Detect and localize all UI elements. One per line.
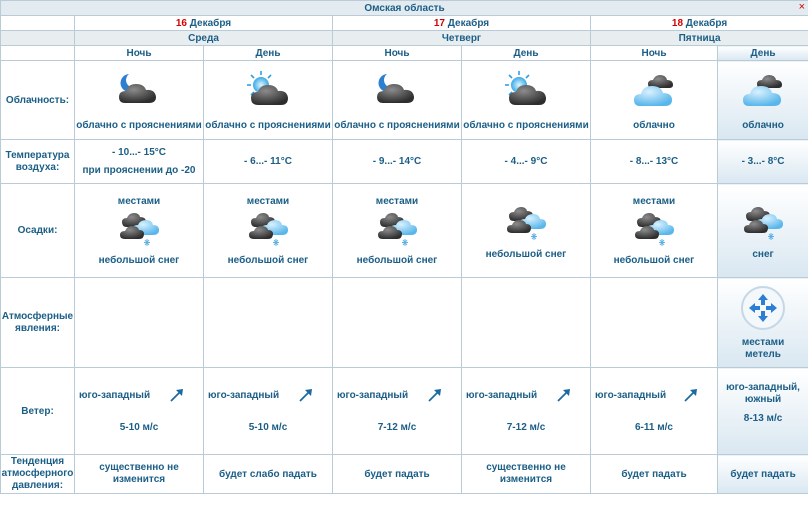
row-label-line: воздуха: (15, 161, 60, 173)
wind-cell (591, 368, 718, 455)
cloud-text: облачно (742, 119, 784, 131)
date-month: Декабря (685, 17, 728, 29)
precip-text: небольшой снег (227, 254, 309, 266)
part-of-day: День (204, 46, 333, 61)
region-title: Омская область (364, 2, 445, 14)
row-label-temperature (1, 140, 75, 184)
wind-arrow-icon (556, 387, 572, 403)
wind-cell (462, 368, 591, 455)
wind-arrow-icon (169, 387, 185, 403)
row-label-line: Тенденция (10, 456, 65, 467)
row-label-pressure (1, 455, 75, 494)
corner-cell (1, 46, 75, 61)
wind-speed: 7-12 м/с (506, 422, 546, 433)
clouds-icon (741, 70, 785, 110)
temp-value: - 6...- 11°C (244, 156, 292, 167)
part-of-day: Ночь (591, 46, 718, 61)
wind-speed: 7-12 м/с (377, 422, 417, 433)
wind-speed: 5-10 м/с (119, 422, 159, 433)
precip-cell (204, 184, 333, 278)
cloud-snow-icon (375, 207, 419, 247)
cloud-text: облачно с прояснениями (205, 119, 331, 131)
wind-direction: юго-западный (208, 390, 280, 401)
row-label-line: Температура (5, 149, 70, 161)
part-of-day: День (462, 46, 591, 61)
cloud-snow-icon (504, 201, 548, 241)
pressure-cell (333, 455, 462, 494)
date-number: 17 (433, 17, 445, 29)
sun-cloud-icon (246, 70, 290, 110)
precip-cell (462, 184, 591, 278)
phenomena-cell (204, 278, 333, 368)
cloud-cell (462, 61, 591, 140)
phenomena-cell (718, 278, 808, 368)
row-label-line: явления: (15, 322, 60, 334)
precip-extent: местами (632, 195, 676, 207)
phenomena-text: метель (745, 348, 781, 360)
wind-cell (718, 368, 808, 455)
pressure-text: существенно не (99, 462, 179, 473)
cloud-cell (718, 61, 808, 140)
wind-direction: юго-западный, (726, 382, 800, 393)
temp-cell (591, 140, 718, 184)
part-of-day: День (718, 46, 808, 61)
row-label-line: Атмосферные (1, 310, 74, 322)
cloud-text: облачно (633, 119, 675, 131)
wind-cell (75, 368, 204, 455)
clouds-icon (632, 70, 676, 110)
cloud-snow-icon (741, 201, 785, 241)
wind-direction: южный (744, 394, 782, 405)
date-header (333, 16, 591, 31)
cloud-cell (333, 61, 462, 140)
temp-value: - 8...- 13°C (629, 156, 679, 167)
cloud-text: облачно с прояснениями (76, 119, 202, 131)
wind-direction: юго-западный (595, 390, 667, 401)
row-label-cloudiness: Облачность: (1, 61, 75, 140)
phenomena-cell (462, 278, 591, 368)
precip-text: снег (752, 249, 774, 260)
pressure-cell (462, 455, 591, 494)
temp-cell (333, 140, 462, 184)
temp-note: при прояснении до -20 (82, 165, 196, 176)
wind-direction: юго-западный (337, 390, 409, 401)
date-month: Декабря (447, 17, 490, 29)
pressure-cell (75, 455, 204, 494)
row-label-wind: Ветер: (1, 368, 75, 455)
corner-cell (1, 31, 75, 46)
weekday-label: Пятница (591, 31, 808, 46)
precip-cell (333, 184, 462, 278)
wind-speed: 6-11 м/с (635, 422, 673, 433)
date-month: Декабря (189, 17, 232, 29)
date-header (591, 16, 808, 31)
cloud-cell (75, 61, 204, 140)
temp-value: - 10...- 15°C (111, 147, 167, 158)
pressure-cell (204, 455, 333, 494)
wind-direction: юго-западный (79, 390, 151, 401)
pressure-text: изменится (112, 474, 166, 485)
precip-cell (718, 184, 808, 278)
row-label-line: атмосферного (1, 468, 74, 479)
wind-arrow-icon (427, 387, 443, 403)
phenomena-text: местами (741, 336, 785, 348)
precip-cell (75, 184, 204, 278)
pressure-text: будет падать (621, 468, 687, 480)
cloud-text: облачно с прояснениями (334, 119, 460, 131)
precip-text: небольшой снег (98, 254, 180, 266)
sun-cloud-icon (504, 70, 548, 110)
date-number: 16 (175, 17, 187, 29)
blizzard-icon (740, 285, 786, 331)
part-of-day: Ночь (333, 46, 462, 61)
precip-extent: местами (117, 195, 161, 207)
part-of-day: Ночь (75, 46, 204, 61)
temp-cell (462, 140, 591, 184)
wind-speed: 5-10 м/с (248, 422, 288, 433)
pressure-text: будет слабо падать (219, 468, 317, 480)
row-label-line: давления: (11, 480, 64, 491)
pressure-cell (718, 455, 808, 494)
temp-value: - 4...- 9°C (504, 156, 548, 167)
phenomena-cell (591, 278, 718, 368)
corner-cell (1, 16, 75, 31)
date-number: 18 (671, 17, 684, 29)
pressure-text: будет падать (364, 468, 430, 480)
cloud-text: облачно с прояснениями (463, 119, 589, 131)
precip-extent: местами (246, 195, 290, 207)
weekday-label: Среда (75, 31, 333, 46)
moon-cloud-icon (117, 70, 161, 110)
region-title-bar (1, 1, 808, 16)
precip-cell (591, 184, 718, 278)
precip-text: небольшой снег (356, 254, 438, 266)
temp-cell (204, 140, 333, 184)
precip-text: небольшой снег (613, 254, 695, 266)
wind-arrow-icon (683, 387, 699, 403)
cloud-snow-icon (246, 207, 290, 247)
pressure-cell (591, 455, 718, 494)
temp-cell (718, 140, 808, 184)
pressure-text: будет падать (730, 468, 796, 480)
row-label-precipitation: Осадки: (1, 184, 75, 278)
weekday-label: Четверг (333, 31, 591, 46)
pressure-text: изменится (499, 474, 553, 485)
wind-cell (204, 368, 333, 455)
precip-text: небольшой снег (485, 249, 567, 260)
wind-direction: юго-западный (466, 390, 538, 401)
phenomena-cell (75, 278, 204, 368)
moon-cloud-icon (375, 70, 419, 110)
close-icon[interactable]: × (798, 1, 806, 13)
phenomena-cell (333, 278, 462, 368)
pressure-text: существенно не (486, 462, 566, 473)
date-header (75, 16, 333, 31)
cloud-snow-icon (117, 207, 161, 247)
wind-speed: 8-13 м/с (743, 413, 783, 424)
temp-cell (75, 140, 204, 184)
cloud-cell (204, 61, 333, 140)
precip-extent: местами (375, 195, 419, 207)
temp-value: - 9...- 14°C (372, 156, 422, 167)
cloud-snow-icon (632, 207, 676, 247)
cloud-cell (591, 61, 718, 140)
row-label-phenomena (1, 278, 75, 368)
wind-arrow-icon (298, 387, 314, 403)
wind-cell (333, 368, 462, 455)
temp-value: - 3...- 8°C (741, 156, 785, 167)
